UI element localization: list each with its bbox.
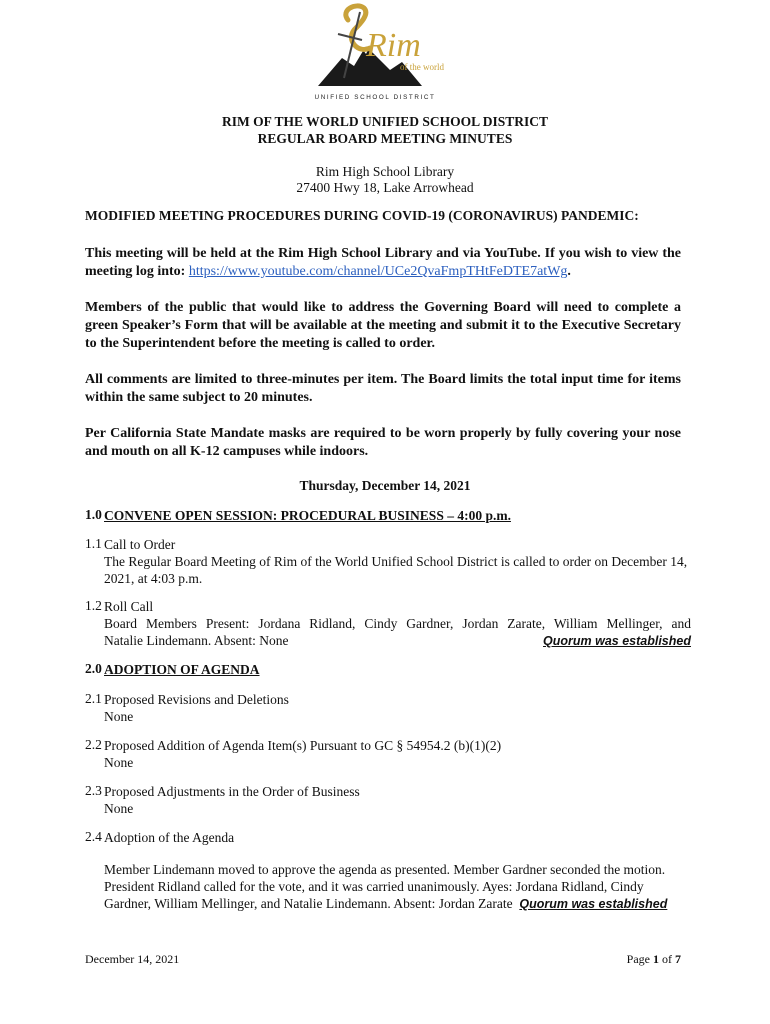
page-current: 1 [653, 952, 659, 966]
notice-paragraph-speakers: Members of the public that would like to address the Governing Board will need to complete a green Speaker’s Form that will be available at the meeting and submit it to the Executive Secretary to the Superintendent before the meeting is called to order. [85, 300, 681, 351]
section-title: CONVENE OPEN SESSION: PROCEDURAL BUSINESS – 4:00 p.m. [104, 508, 511, 523]
youtube-channel-link[interactable]: https://www.youtube.com/channel/UCe2QvaFmpTHtFeDTE7atWg [188, 264, 568, 279]
item-number: 2.2 [85, 737, 102, 752]
notice-paragraph-comments: All comments are limited to three-minutes per item. The Board limits the total input time for items within the same subject to 20 minutes. [85, 372, 681, 405]
document-subtitle: REGULAR BOARD MEETING MINUTES [257, 131, 513, 146]
district-logo [300, 0, 450, 104]
item-roll-call [104, 598, 691, 649]
item-number: 2.4 [85, 829, 102, 844]
item-title: Proposed Adjustments in the Order of Business [104, 784, 360, 799]
item-body: None [104, 709, 134, 724]
item-body: None [104, 755, 134, 770]
notice-paragraph-youtube [85, 245, 681, 281]
document-title: RIM OF THE WORLD UNIFIED SCHOOL DISTRICT [221, 114, 549, 129]
item-title: Adoption of the Agenda [104, 830, 235, 845]
logo-district-line: UNIFIED SCHOOL DISTRICT [314, 94, 436, 101]
notice-paragraph-masks: Per California State Mandate masks are required to be worn properly by fully covering your nose and mouth on all K-12 campuses while indoors. [85, 426, 681, 459]
section-number: 2.0 [85, 661, 102, 676]
notice-youtube-text: This meeting will be held at the Rim High School Library and via YouTube. If you wish to view the meeting log into: [85, 246, 681, 279]
adoption-motion-text: Member Lindemann moved to approve the agenda as presented. Member Gardner seconded the motion. President Ridland called for the vote, and it was carried unanimously. Ayes: Jordana Ridland, Cindy Gardner, William Mellinger, and Natalie Lindemann. Absent: Jordan Zarate [104, 862, 666, 911]
logo-graphic [300, 0, 450, 104]
logo-subtitle: of the world [400, 62, 444, 72]
quorum-note: Quorum was established [519, 897, 668, 911]
item-number: 1.1 [85, 536, 102, 551]
logo-wordmark: Rim [366, 27, 421, 64]
item-revisions [104, 691, 691, 725]
section-title: ADOPTION OF AGENDA [104, 662, 260, 677]
item-number: 1.2 [85, 598, 102, 613]
footer-date: December 14, 2021 [85, 952, 180, 966]
roll-call-absent: Natalie Lindemann. Absent: None [104, 633, 289, 648]
quorum-note: Quorum was established [543, 634, 691, 648]
item-title: Proposed Addition of Agenda Item(s) Pursuant to GC § 54954.2 (b)(1)(2) [104, 738, 502, 753]
adoption-motion [104, 861, 691, 913]
meeting-address: 27400 Hwy 18, Lake Arrowhead [296, 180, 474, 195]
item-title: Roll Call [104, 599, 154, 614]
roll-call-line2 [104, 632, 691, 649]
item-number: 2.3 [85, 783, 102, 798]
item-number: 2.1 [85, 691, 102, 706]
item-title: Call to Order [104, 537, 176, 552]
item-additions [104, 737, 691, 771]
footer-page-number [560, 952, 681, 967]
item-body: The Regular Board Meeting of Rim of the World Unified School District is called to order on December 14, 2021, at 4:03 p.m. [104, 554, 688, 586]
item-title: Proposed Revisions and Deletions [104, 692, 289, 707]
page-total: 7 [675, 952, 681, 966]
roll-call-members: Board Members Present: Jordana Ridland, Cindy Gardner, Jordan Zarate, William Mellinger, and [104, 616, 691, 631]
page-prefix: Page [626, 952, 653, 966]
meeting-date: Thursday, December 14, 2021 [299, 478, 471, 493]
meeting-location: Rim High School Library [315, 164, 455, 179]
page-of: of [659, 952, 675, 966]
item-adoption [104, 829, 691, 913]
item-adjustments [104, 783, 691, 817]
section-number: 1.0 [85, 507, 102, 522]
notice-youtube-end: . [567, 264, 571, 279]
item-call-to-order [104, 536, 691, 587]
covid-procedures-heading: MODIFIED MEETING PROCEDURES DURING COVID-19 (CORONAVIRUS) PANDEMIC: [85, 208, 639, 223]
item-body: None [104, 801, 134, 816]
